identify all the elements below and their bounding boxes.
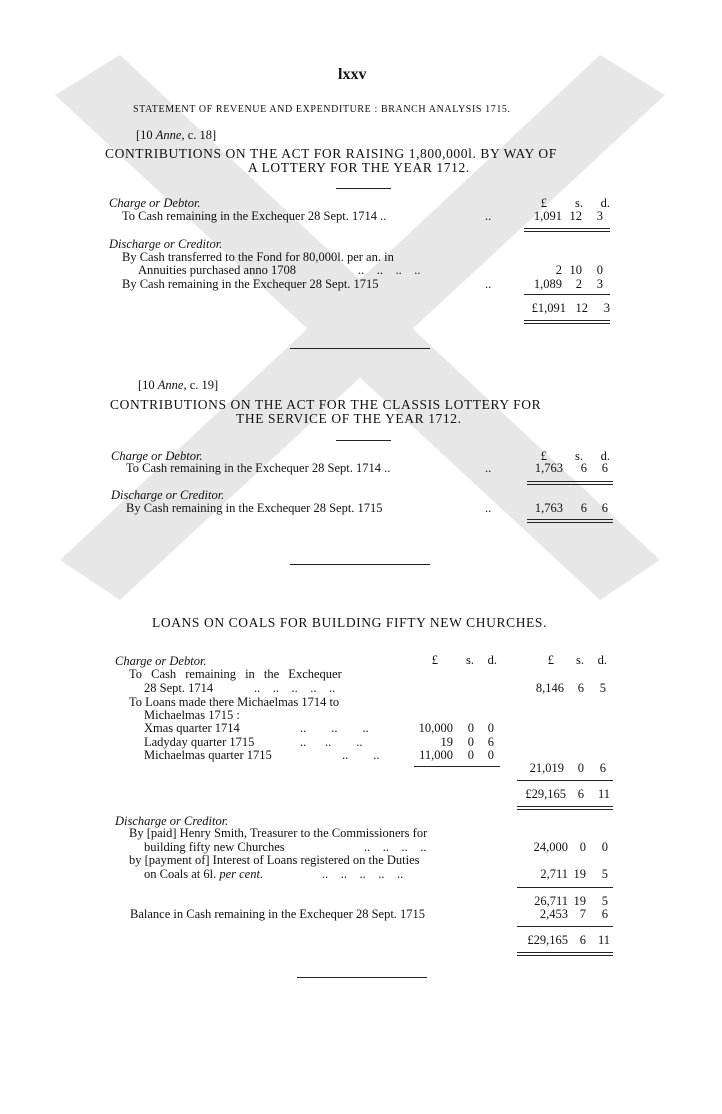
s3-charge-heading: Charge or Debtor. [115, 654, 207, 668]
s1-charge-rule-b [524, 231, 610, 232]
s1-charge-dots: .. [485, 209, 492, 223]
s1-total-rule-a [524, 320, 610, 321]
s3-col1-d: d. [487, 653, 497, 667]
s3-e2-line2: on Coals at 6l. per cent. [144, 867, 264, 881]
s2-col-s: s. [575, 449, 583, 463]
s1-charge-heading: Charge or Debtor. [109, 196, 201, 210]
s2-charge-s: 6 [580, 461, 587, 475]
s2-d-d: 6 [601, 501, 608, 515]
s2-col-d: d. [600, 449, 610, 463]
s1-d2-d: 3 [596, 277, 603, 291]
s3-total-rule-b [517, 809, 613, 810]
s1-charge-s: 12 [569, 209, 582, 223]
s3-bal-rule [517, 926, 613, 927]
section2-title-line2: THE SERVICE OF THE YEAR 1712. [236, 411, 462, 426]
section2-title-rule [336, 440, 391, 441]
s2-discharge-heading: Discharge or Creditor. [111, 488, 225, 502]
s2-charge-heading: Charge or Debtor. [111, 449, 203, 463]
s1-total-d: 3 [603, 301, 610, 315]
s3-sub2-l: 26,711 [534, 894, 568, 908]
section3-title: LOANS ON COALS FOR BUILDING FIFTY NEW CHURCHES. [152, 615, 547, 630]
s3-q2-d: 6 [487, 735, 494, 749]
page-number: lxxv [338, 66, 367, 83]
s3-quarters-rule [414, 766, 500, 767]
s3-e2-l: 2,711 [540, 867, 568, 881]
s3-q1-s: 0 [467, 721, 474, 735]
s2-charge-line: To Cash remaining in the Exchequer 28 Sept. 1714 .. [126, 461, 391, 475]
s3-bal-s: 7 [579, 907, 586, 921]
s3-col1-l: £ [431, 653, 438, 667]
s3-total-l: £29,165 [525, 787, 566, 801]
s3-e-rule [517, 887, 613, 888]
s3-bal-line: Balance in Cash remaining in the Exchequer 28 Sept. 1715 [130, 907, 426, 921]
s3-e1-d: 0 [601, 840, 608, 854]
s2-charge-dots: .. [485, 461, 492, 475]
s1-total-rule-b [524, 323, 610, 324]
running-title: STATEMENT OF REVENUE AND EXPENDITURE : BRANCH ANALYSIS 1715. [133, 104, 511, 115]
s3-bal-l: 2,453 [539, 907, 568, 921]
s1-d2-s: 2 [575, 277, 582, 291]
s2-d-rule-a [527, 519, 613, 520]
s1-col-d: d. [600, 196, 610, 210]
s1-d1-s: 10 [569, 263, 582, 277]
section1-title-rule [336, 188, 391, 189]
s1-d1-line1: By Cash transferred to the Fond for 80,000l. per an. in [122, 250, 394, 264]
s2-d-s: 6 [580, 501, 587, 515]
s3-c1-dots: .. .. .. .. .. [254, 681, 336, 695]
s3-col2-l: £ [547, 653, 554, 667]
s1-charge-rule-a [524, 228, 610, 229]
s3-q2-dots: .. .. .. [300, 735, 363, 749]
s1-charge-l: 1,091 [533, 209, 562, 223]
s3-c2-line1: To Loans made there Michaelmas 1714 to [129, 695, 340, 709]
s3-q2-l: 19 [440, 735, 453, 749]
s1-total-s: 12 [575, 301, 588, 315]
s1-d1-l: 2 [555, 263, 562, 277]
s2-charge-rule-b [527, 484, 613, 485]
s3-bal-d: 6 [601, 907, 608, 921]
s3-sub2-d: 5 [601, 894, 608, 908]
s3-col2-d: d. [597, 653, 607, 667]
s3-sub2-s: 19 [573, 894, 586, 908]
s3-q2-label: Ladyday quarter 1715 [144, 735, 255, 749]
s3-q1-dots: .. .. .. [300, 721, 369, 735]
s3-q1-l: 10,000 [418, 721, 453, 735]
s3-e2-dots: .. .. .. .. .. [322, 867, 404, 881]
section2-citation: [10 Anne, c. 19] [138, 378, 219, 392]
section1-end-rule [290, 348, 430, 349]
s3-c1-line1: To Cash remaining in the Exchequer [129, 667, 342, 681]
s3-q1-d: 0 [487, 721, 494, 735]
s3-q3-label: Michaelmas quarter 1715 [144, 748, 272, 762]
s3-q3-dots: .. .. [342, 748, 380, 762]
s3-total2-s: 6 [579, 933, 586, 947]
s3-e2-line1: by [payment of] Interest of Loans registered on the Duties [129, 853, 420, 867]
s3-sub-d: 6 [599, 761, 606, 775]
section1-citation: [10 Anne, c. 18] [136, 128, 217, 142]
s3-c2-line2: Michaelmas 1715 : [144, 708, 240, 722]
section2-title-line1: CONTRIBUTIONS ON THE ACT FOR THE CLASSIS LOTTERY FOR [110, 397, 542, 412]
s3-e2-s: 19 [573, 867, 586, 881]
s3-total2-d: 11 [597, 933, 610, 947]
s3-q1-label: Xmas quarter 1714 [144, 721, 240, 735]
s3-e1-line2: building fifty new Churches [144, 840, 285, 854]
s2-d-dots: .. [485, 501, 492, 515]
s1-d2-line: By Cash remaining in the Exchequer 28 Sept. 1715 [122, 277, 379, 291]
s3-c1-s: 6 [577, 681, 584, 695]
section1-title-line1: CONTRIBUTIONS ON THE ACT FOR RAISING 1,800,000l. BY WAY OF [105, 146, 557, 161]
s3-total2-rule-a [517, 952, 613, 953]
s3-e1-l: 24,000 [533, 840, 568, 854]
s1-d1-d: 0 [596, 263, 603, 277]
s1-discharge-heading: Discharge or Creditor. [109, 237, 223, 251]
s1-col-s: s. [575, 196, 583, 210]
section1-title-line2: A LOTTERY FOR THE YEAR 1712. [248, 160, 470, 175]
s1-d2-dots: .. [485, 277, 492, 291]
s3-e1-dots: .. .. .. .. [364, 840, 427, 854]
s3-q3-s: 0 [467, 748, 474, 762]
s3-sub-s: 0 [577, 761, 584, 775]
s3-total-rule-a [517, 806, 613, 807]
s2-d-l: 1,763 [534, 501, 563, 515]
s3-col2-s: s. [576, 653, 584, 667]
s3-discharge-heading: Discharge or Creditor. [115, 814, 229, 828]
s3-c1-l: 8,146 [535, 681, 564, 695]
s3-q2-s: 0 [467, 735, 474, 749]
s1-d2-l: 1,089 [533, 277, 562, 291]
s3-c1-d: 5 [599, 681, 606, 695]
s3-e1-line1: By [paid] Henry Smith, Treasurer to the Commissioners for [129, 826, 428, 840]
s2-d-rule-b [527, 522, 613, 523]
s1-charge-d: 3 [596, 209, 603, 223]
s3-e1-s: 0 [579, 840, 586, 854]
s3-q3-d: 0 [487, 748, 494, 762]
s2-charge-d: 6 [601, 461, 608, 475]
s3-col1-s: s. [466, 653, 474, 667]
s3-total2-rule-b [517, 955, 613, 956]
s3-sub-rule [517, 780, 613, 781]
s2-col-l: £ [540, 449, 547, 463]
s1-charge-line: To Cash remaining in the Exchequer 28 Sept. 1714 .. [122, 209, 387, 223]
s1-d1-line2: Annuities purchased anno 1708 [138, 263, 296, 277]
s3-total-s: 6 [577, 787, 584, 801]
s1-total-rule-top [524, 294, 610, 295]
s1-total-l: £1,091 [531, 301, 566, 315]
s3-total-d: 11 [597, 787, 610, 801]
s3-q3-l: 11,000 [419, 748, 453, 762]
s3-sub-l: 21,019 [529, 761, 564, 775]
section3-end-rule [297, 977, 427, 978]
s2-charge-l: 1,763 [534, 461, 563, 475]
s3-total2-l: £29,165 [527, 933, 568, 947]
section2-end-rule [290, 564, 430, 565]
s3-c1-line2: 28 Sept. 1714 [144, 681, 214, 695]
s3-e2-d: 5 [601, 867, 608, 881]
s1-d1-dots: .. .. .. .. [358, 263, 421, 277]
s2-charge-rule-a [527, 481, 613, 482]
s2-d-line: By Cash remaining in the Exchequer 28 Sept. 1715 [126, 501, 383, 515]
s1-col-l: £ [540, 196, 547, 210]
